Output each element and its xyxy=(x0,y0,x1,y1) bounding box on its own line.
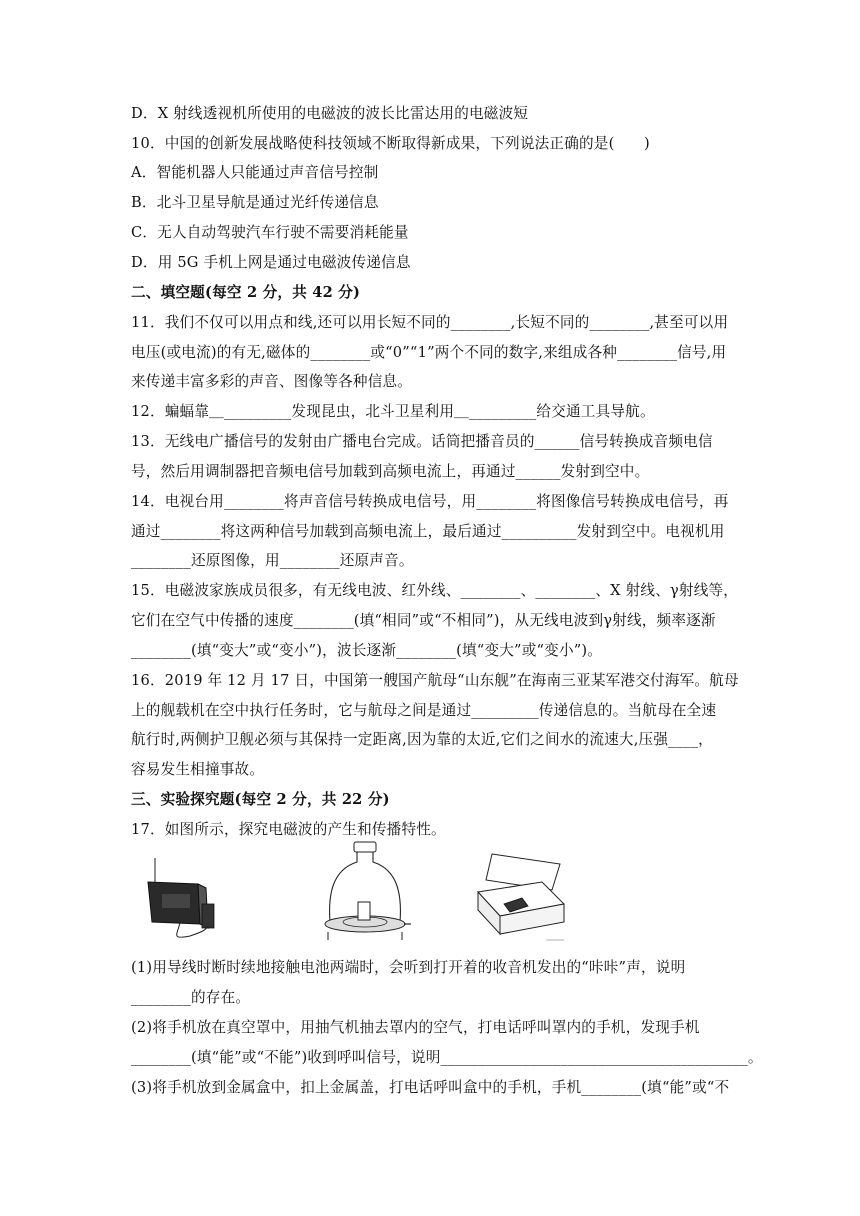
question-17-part-2-line-1: (2)将手机放在真空罩中，用抽气机抽去罩内的空气，打电话呼叫罩内的手机，发现手机 xyxy=(131,1019,700,1036)
question-13-line-1: 13．无线电广播信号的发射由广播电台完成。话筒把播音员的______信号转换成音频电信 xyxy=(131,433,713,450)
question-17-part-2-line-2: ________(填“能”或“不能”)收到呼叫信号，说明_________________________________________。 xyxy=(131,1049,763,1066)
question-15-line-3: ________(填“变大”或“变小”)，波长逐渐________(填“变大”或“变小”)。 xyxy=(131,642,603,659)
question-13-line-2: 号，然后用调制器把音频电信号加载到高频电流上，再通过______发射到空中。 xyxy=(131,463,650,480)
question-11-line-1: 11．我们不仅可以用点和线,还可以用长短不同的________,长短不同的________,甚至可以用 xyxy=(131,314,729,331)
question-16-line-3: 航行时,两侧护卫舰必须与其保持一定距离,因为靠的太近,它们之间水的流速大,压强____， xyxy=(131,731,713,748)
question-14-line-3: ________还原图像，用________还原声音。 xyxy=(131,552,414,569)
question-17: 17．如图所示，探究电磁波的产生和传播特性。 xyxy=(131,821,446,838)
question-16-line-4: 容易发生相撞事故。 xyxy=(131,761,265,778)
question-14-line-2: 通过________将这两种信号加载到高频电流上，最后通过__________发射到空中。电视机用 xyxy=(131,523,725,540)
question-11-line-2: 电压(或电流)的有无,磁体的________或“0”“1”两个不同的数字,来组成各种________信号,用 xyxy=(131,344,727,361)
option-10a: A．智能机器人只能通过声音信号控制 xyxy=(131,164,379,181)
radio-battery-figure xyxy=(140,852,220,942)
question-16-line-1: 16．2019 年 12 月 17 日，中国第一艘国产航母“山东舰”在海南三亚某军港交付海军。航母 xyxy=(131,672,739,689)
vacuum-bell-jar-figure xyxy=(318,840,413,945)
section-heading-experiment: 三、实验探究题(每空 2 分，共 22 分) xyxy=(131,791,390,808)
option-10c: C．无人自动驾驶汽车行驶不需要消耗能量 xyxy=(131,224,409,241)
question-17-part-1-line-1: (1)用导线时断时续地接触电池两端时，会听到打开着的收音机发出的“咔咔”声，说明 xyxy=(131,959,686,976)
question-17-part-3-line-1: (3)将手机放到金属盒中，扣上金属盖，打电话呼叫盒中的手机，手机________(填“能”或“不 xyxy=(131,1079,730,1096)
metal-box-figure xyxy=(472,852,570,944)
question-16-line-2: 上的舰载机在空中执行任务时，它与航母之间是通过_________传递信息的。当航母在全速 xyxy=(131,702,717,719)
question-12: 12．蝙蝠靠＿_________发现昆虫，北斗卫星利用＿_________给交通工具导航。 xyxy=(131,403,655,420)
option-9d: D．X 射线透视机所使用的电磁波的波长比雷达用的电磁波短 xyxy=(131,105,529,122)
section-heading-fill-blank: 二、填空题(每空 2 分，共 42 分) xyxy=(131,284,361,301)
option-10b: B．北斗卫星导航是通过光纤传递信息 xyxy=(131,194,379,211)
question-11-line-3: 来传递丰富多彩的声音、图像等各种信息。 xyxy=(131,373,413,390)
question-14-line-1: 14．电视台用________将声音信号转换成电信号，用________将图像信号转换成电信号，再 xyxy=(131,493,729,510)
question-15-line-1: 15．电磁波家族成员很多，有无线电波、红外线、________、________、X 射线、γ射线等， xyxy=(131,582,739,599)
question-10: 10．中国的创新发展战略使科技领域不断取得新成果，下列说法正确的是( ) xyxy=(131,135,650,152)
question-15-line-2: 它们在空气中传播的速度________(填“相同”或“不相同”)，从无线电波到γ射线，频率逐渐 xyxy=(131,612,716,629)
question-17-part-1-line-2: ________的存在。 xyxy=(131,989,251,1006)
option-10d: D．用 5G 手机上网是通过电磁波传递信息 xyxy=(131,254,411,271)
